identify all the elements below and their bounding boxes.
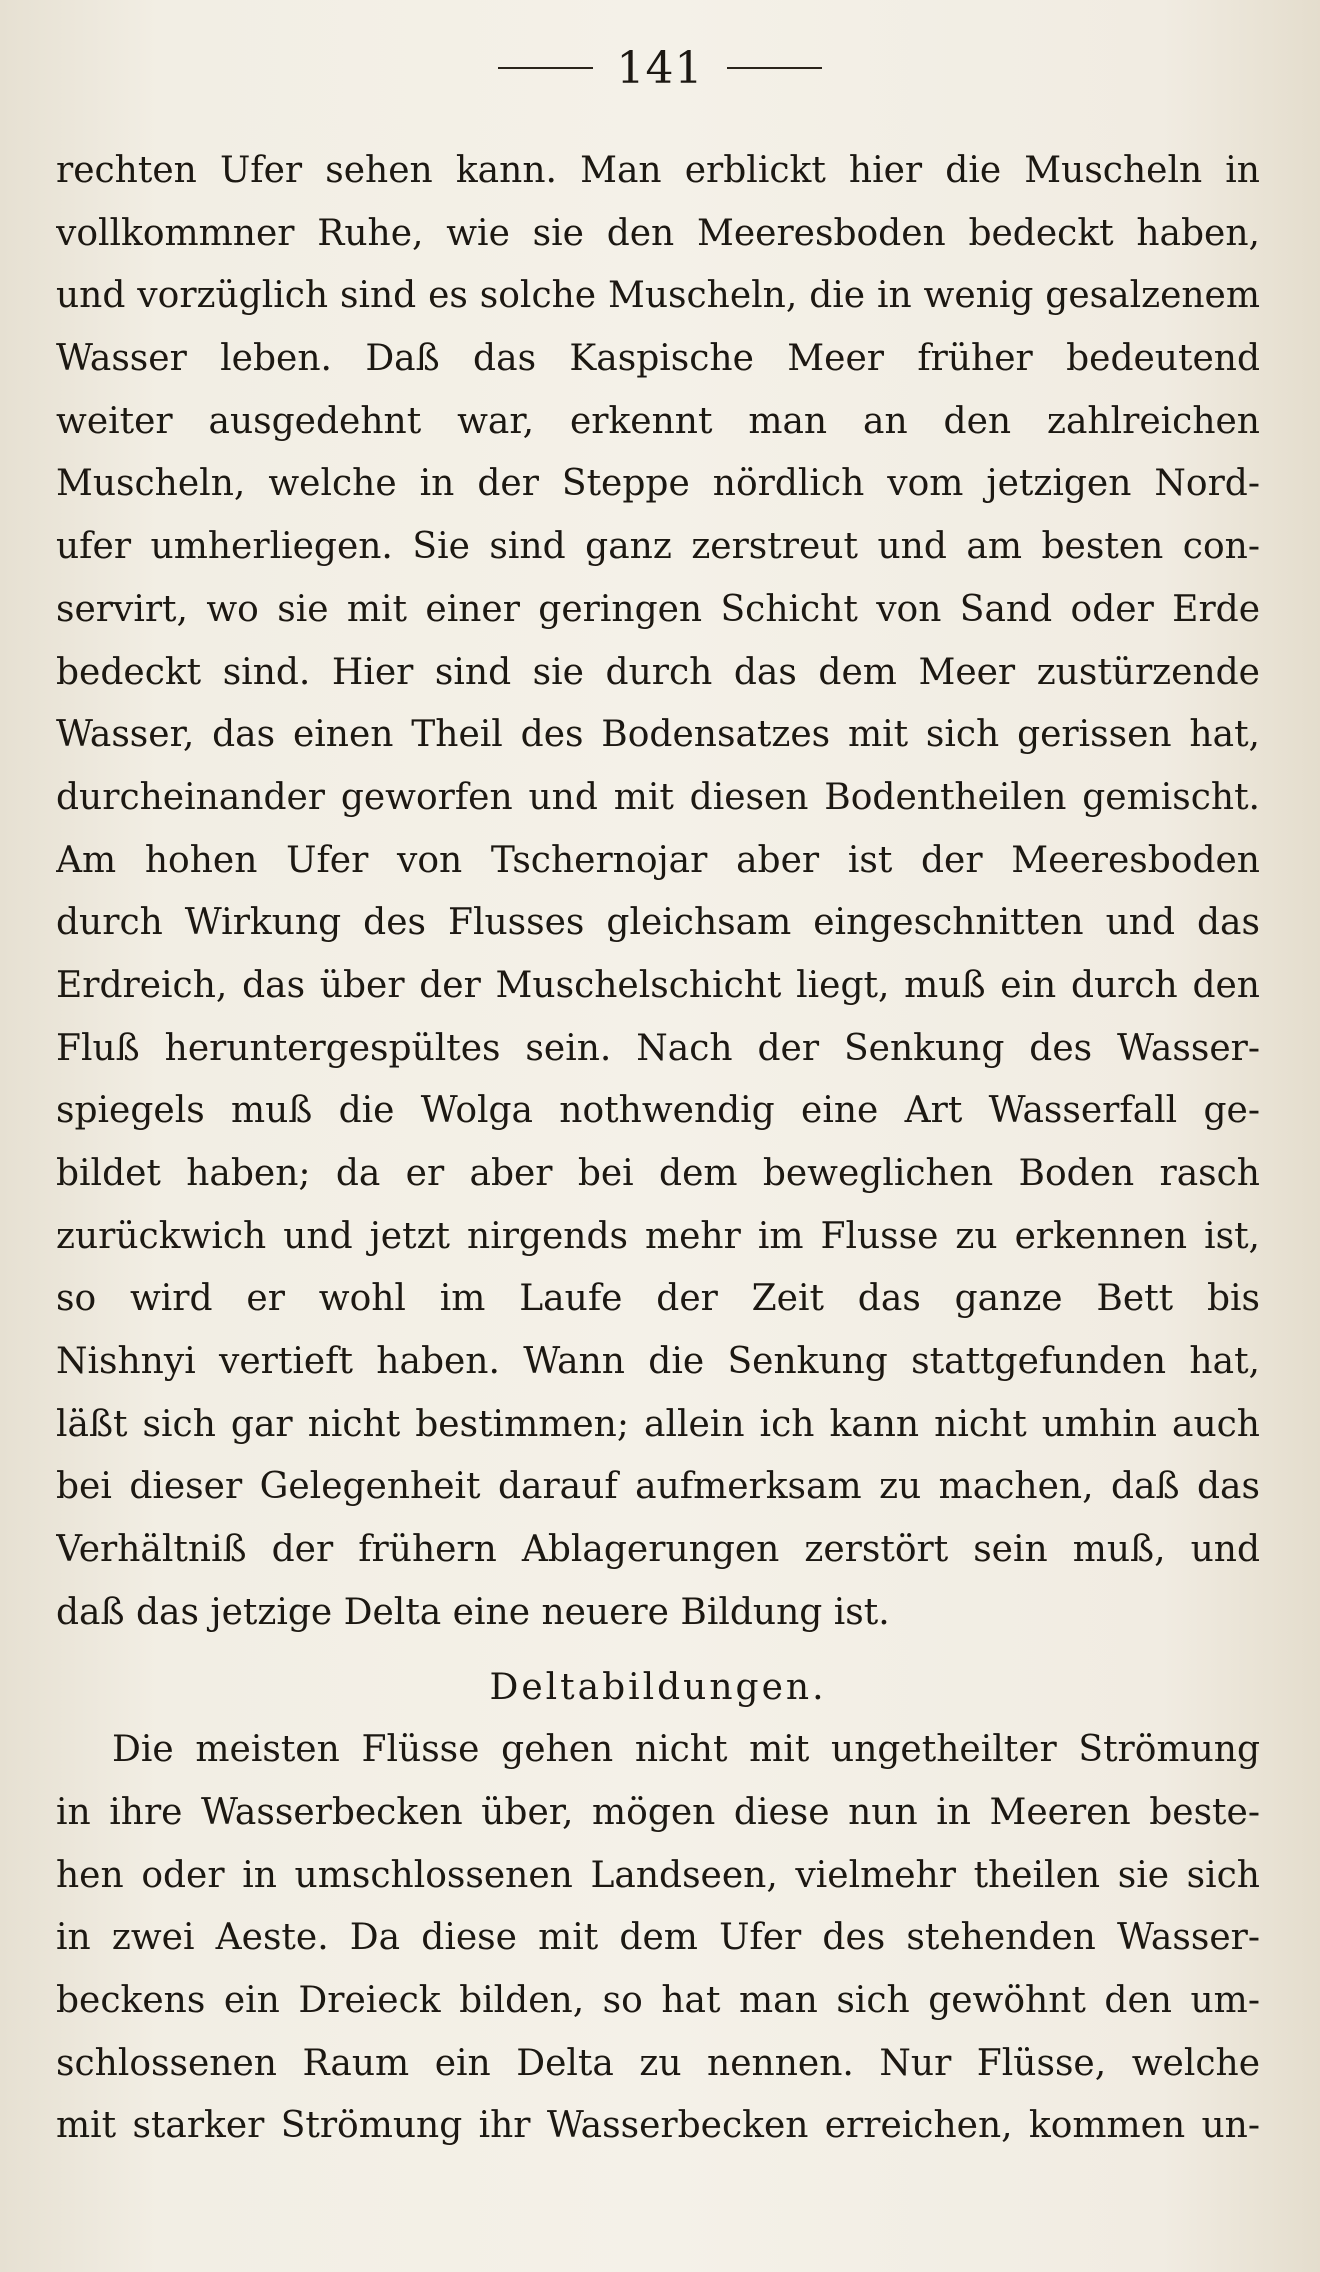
text-line: vollkommner Ruhe, wie sie den Meeresboden bedeckt haben,: [56, 212, 1260, 254]
text-line: ufer umherliegen. Sie sind ganz zerstreut und am besten con-: [56, 526, 1260, 568]
text-line: Die meisten Flüsse gehen nicht mit ungetheilter Strömung: [112, 1729, 1260, 1771]
text-line: bildet haben; da er aber bei dem beweglichen Boden rasch: [56, 1153, 1260, 1194]
text-line: schlossenen Raum ein Delta zu nennen. Nur Flüsse, welche: [56, 2042, 1260, 2084]
header-rule-right: [727, 67, 822, 69]
text-line: daß das jetzige Delta eine neuere Bildung ist.: [56, 1591, 890, 1633]
text-line: beckens ein Dreieck bilden, so hat man sich gewöhnt den um-: [56, 1979, 1260, 2021]
text-line: läßt sich gar nicht bestimmen; allein ich kann nicht umhin auch: [56, 1403, 1260, 1445]
text-line: und vorzüglich sind es solche Muscheln, die in wenig gesalzenem: [56, 275, 1260, 317]
text-line: Erdreich, das über der Muschelschicht liegt, muß ein durch den: [56, 964, 1260, 1006]
section-heading: Deltabildungen.: [489, 1666, 827, 1708]
paragraph-2: [56, 1719, 1260, 2158]
text-line: Fluß heruntergespültes sein. Nach der Senkung des Wasser-: [56, 1027, 1260, 1069]
page-number: 141: [616, 42, 704, 94]
text-line: Nishnyi vertieft haben. Wann die Senkung stattgefunden hat,: [56, 1341, 1260, 1383]
text-line: bei dieser Gelegenheit darauf aufmerksam zu machen, daß das: [56, 1466, 1260, 1508]
text-line: spiegels muß die Wolga nothwendig eine Art Wasserfall ge-: [56, 1090, 1260, 1132]
text-line: bedeckt sind. Hier sind sie durch das dem Meer zustürzende: [56, 651, 1260, 693]
text-line: Verhältniß der frühern Ablagerungen zerstört sein muß, und: [56, 1529, 1260, 1571]
text-line: mit starker Strömung ihr Wasserbecken erreichen, kommen un-: [56, 2105, 1260, 2147]
text-line: durcheinander geworfen und mit diesen Bodentheilen gemischt.: [56, 776, 1260, 818]
paragraph-1: [56, 140, 1260, 1645]
text-line: zurückwich und jetzt nirgends mehr im Flusse zu erkennen ist,: [56, 1215, 1260, 1257]
page-header: [0, 38, 1320, 98]
text-line: in zwei Aeste. Da diese mit dem Ufer des stehenden Wasser-: [56, 1917, 1260, 1959]
text-line: Wasser leben. Daß das Kaspische Meer früher bedeutend: [56, 338, 1260, 380]
text-line: durch Wirkung des Flusses gleichsam eingeschnitten und das: [56, 902, 1260, 944]
text-line: Muscheln, welche in der Steppe nördlich vom jetzigen Nord-: [56, 463, 1260, 505]
text-line: servirt, wo sie mit einer geringen Schicht von Sand oder Erde: [56, 588, 1260, 630]
text-line: hen oder in umschlossenen Landseen, vielmehr theilen sie sich: [56, 1854, 1260, 1896]
text-line: rechten Ufer sehen kann. Man erblickt hier die Muscheln in: [56, 150, 1260, 191]
text-line: weiter ausgedehnt war, erkennt man an den zahlreichen: [56, 400, 1260, 442]
header-rule-left: [498, 67, 593, 69]
text-line: Am hohen Ufer von Tschernojar aber ist der Meeresboden: [56, 839, 1260, 881]
text-line: in ihre Wasserbecken über, mögen diese nun in Meeren beste-: [56, 1791, 1260, 1833]
text-line: so wird er wohl im Laufe der Zeit das ganze Bett bis: [56, 1278, 1260, 1320]
text-line: Wasser, das einen Theil des Bodensatzes mit sich gerissen hat,: [56, 714, 1260, 756]
body-text: [56, 140, 1260, 2158]
